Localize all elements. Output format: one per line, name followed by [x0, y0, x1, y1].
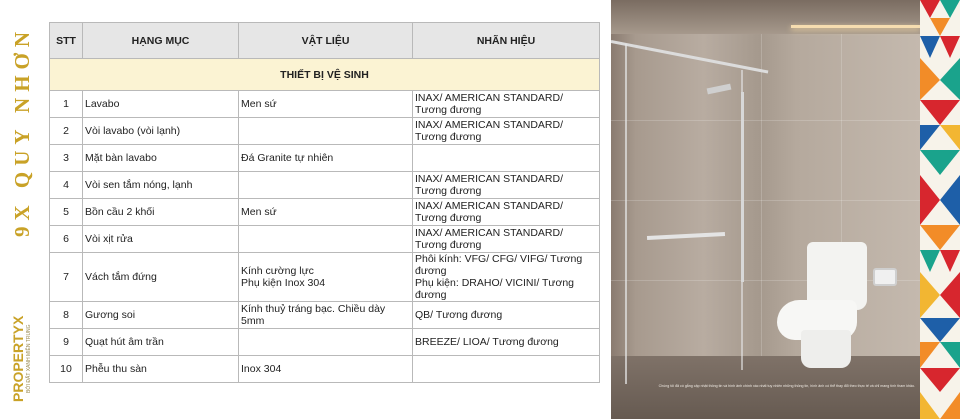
cell-item: Phễu thu sàn	[83, 356, 239, 383]
photo-ceiling	[611, 0, 920, 34]
photo-ceiling-light	[791, 25, 920, 28]
cell-brand	[413, 302, 600, 329]
material-line: Đá Granite tự nhiên	[241, 152, 334, 164]
project-title: 9X QUY NHƠN	[10, 25, 34, 237]
table-row	[50, 172, 600, 199]
shower-rail	[611, 40, 768, 73]
section-row	[50, 59, 600, 91]
shower-pipe	[741, 92, 744, 282]
cell-item: Vách tắm đứng	[83, 253, 239, 302]
header-item: HẠNG MỤC	[83, 23, 239, 59]
table-row	[50, 145, 600, 172]
bathroom-photo	[611, 0, 920, 419]
cell-item: Vòi xịt rửa	[83, 226, 239, 253]
cell-stt: 5	[50, 199, 83, 226]
brand-line: INAX/ AMERICAN STANDARD/ Tương đương	[415, 227, 563, 251]
table-row	[50, 91, 600, 118]
cell-brand	[413, 172, 600, 199]
table-row	[50, 118, 600, 145]
brand-line: INAX/ AMERICAN STANDARD/ Tương đương	[415, 173, 563, 197]
brand-line: Phụ kiện: DRAHO/ VICINI/ Tương đương	[415, 277, 575, 301]
brand-line: QB/ Tương đương	[415, 309, 503, 321]
cell-material	[239, 145, 413, 172]
cell-brand	[413, 145, 600, 172]
cell-stt: 9	[50, 329, 83, 356]
material-line: Men sứ	[241, 98, 277, 110]
header-brand: NHÃN HIỆU	[413, 23, 600, 59]
tile-line	[611, 200, 920, 201]
cell-brand	[413, 356, 600, 383]
cell-material	[239, 356, 413, 383]
table-row	[50, 329, 600, 356]
cell-material	[239, 302, 413, 329]
table-row	[50, 226, 600, 253]
material-line: Kính cường lực	[241, 265, 314, 277]
tile-line	[611, 120, 920, 121]
photo-disclaimer: Chúng tôi đã có gắng cập nhật thông tin và hình ảnh chính xác nhất tuy nhiên những thông tin, hình ảnh có thể thay đổi theo thực tế và chỉ mang tính tham khảo.	[658, 384, 915, 388]
cell-item: Quạt hút âm trần	[83, 329, 239, 356]
cell-stt: 2	[50, 118, 83, 145]
cell-stt: 7	[50, 253, 83, 302]
cell-item: Lavabo	[83, 91, 239, 118]
header-material: VẬT LIỆU	[239, 23, 413, 59]
table-row	[50, 253, 600, 302]
specification-table	[49, 22, 600, 383]
toilet-paper-holder	[873, 268, 897, 286]
towel-bar	[647, 232, 725, 240]
material-line: Men sứ	[241, 206, 277, 218]
table-header-row	[50, 23, 600, 59]
brand-line: Phôi kính: VFG/ CFG/ VIFG/ Tương đương	[415, 253, 583, 277]
cell-brand	[413, 226, 600, 253]
cell-brand	[413, 253, 600, 302]
cell-material	[239, 172, 413, 199]
table-row	[50, 356, 600, 383]
cell-material	[239, 226, 413, 253]
cell-stt: 10	[50, 356, 83, 383]
cell-item: Vòi sen tắm nóng, lạnh	[83, 172, 239, 199]
glass-panel-edge	[625, 44, 627, 384]
cell-material	[239, 118, 413, 145]
brand-strip	[0, 0, 44, 419]
cell-material	[239, 199, 413, 226]
cell-material	[239, 253, 413, 302]
propertyx-logo	[10, 304, 36, 414]
cell-item: Mặt bàn lavabo	[83, 145, 239, 172]
brand-line: INAX/ AMERICAN STANDARD/ Tương đương	[415, 92, 563, 116]
cell-stt: 4	[50, 172, 83, 199]
material-line: Phụ kiện Inox 304	[241, 277, 326, 289]
table-row	[50, 199, 600, 226]
logo-tagline: BỞI ĐẤT XANH MIỀN TRUNG	[26, 324, 32, 394]
cell-stt: 1	[50, 91, 83, 118]
logo-text: PROPERTYX	[10, 315, 26, 403]
tile-line	[761, 34, 762, 356]
cell-material	[239, 329, 413, 356]
material-line: Inox 304	[241, 363, 282, 375]
shower-head	[707, 84, 732, 95]
cell-brand	[413, 118, 600, 145]
brand-line: INAX/ AMERICAN STANDARD/ Tương đương	[415, 200, 563, 224]
cell-material	[239, 91, 413, 118]
section-title: THIẾT BỊ VỆ SINH	[50, 59, 600, 91]
cell-item: Vòi lavabo (vòi lạnh)	[83, 118, 239, 145]
cell-item: Bồn cầu 2 khối	[83, 199, 239, 226]
cell-stt: 8	[50, 302, 83, 329]
cell-brand	[413, 91, 600, 118]
cell-brand	[413, 199, 600, 226]
table-row	[50, 302, 600, 329]
cell-item: Gương soi	[83, 302, 239, 329]
cell-brand	[413, 329, 600, 356]
material-line: Kính thuỷ tráng bạc. Chiều dày 5mm	[241, 303, 386, 327]
brand-line: INAX/ AMERICAN STANDARD/ Tương đương	[415, 119, 563, 143]
cell-stt: 3	[50, 145, 83, 172]
brand-line: BREEZE/ LIOA/ Tương đương	[415, 336, 559, 348]
toilet-base	[801, 330, 851, 368]
decorative-pattern	[920, 0, 960, 419]
header-stt: STT	[50, 23, 83, 59]
cell-stt: 6	[50, 226, 83, 253]
